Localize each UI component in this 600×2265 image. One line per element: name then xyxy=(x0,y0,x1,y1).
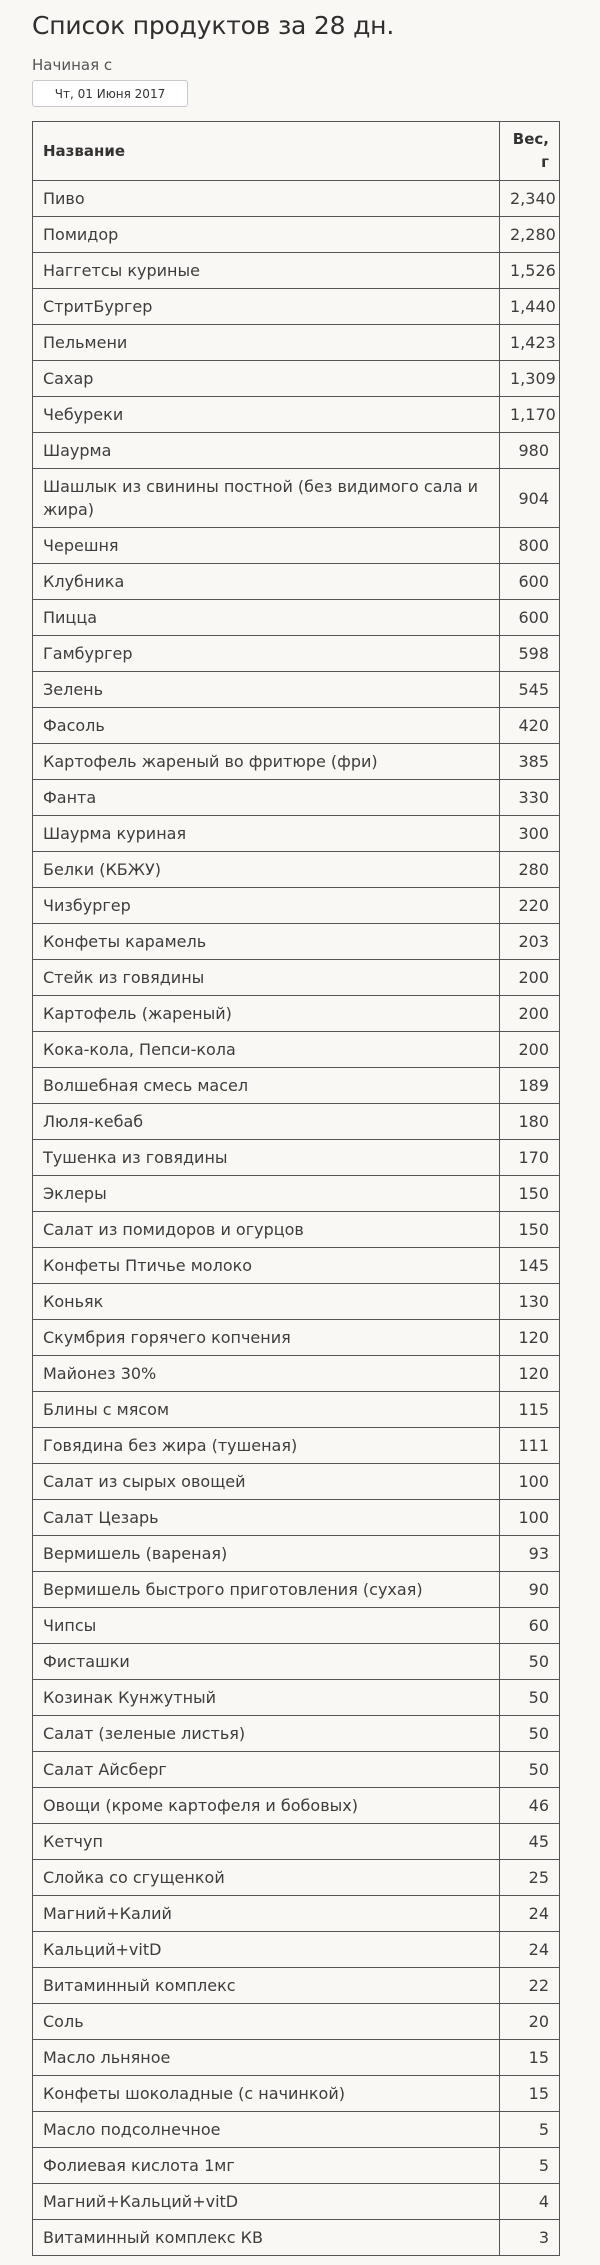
column-header-name: Название xyxy=(33,122,500,181)
product-weight-cell: 46 xyxy=(500,1788,560,1824)
table-row xyxy=(33,469,560,528)
product-weight-cell: 2,280 xyxy=(500,217,560,253)
table-row xyxy=(33,816,560,852)
product-weight-cell: 200 xyxy=(500,996,560,1032)
product-weight-cell: 170 xyxy=(500,1140,560,1176)
product-weight-cell: 598 xyxy=(500,636,560,672)
product-name-cell: Салат из сырых овощей xyxy=(33,1464,500,1500)
product-weight-cell: 50 xyxy=(500,1752,560,1788)
product-weight-cell: 130 xyxy=(500,1284,560,1320)
table-row xyxy=(33,2076,560,2112)
product-name-cell: Пицца xyxy=(33,600,500,636)
product-name-cell: Фолиевая кислота 1мг xyxy=(33,2148,500,2184)
table-row xyxy=(33,2040,560,2076)
start-date-picker[interactable]: Чт, 01 Июня 2017 xyxy=(32,80,188,107)
product-weight-cell: 60 xyxy=(500,1608,560,1644)
table-row xyxy=(33,2220,560,2256)
product-weight-cell: 2,340 xyxy=(500,181,560,217)
table-row xyxy=(33,1644,560,1680)
table-row xyxy=(33,996,560,1032)
product-name-cell: Картофель (жареный) xyxy=(33,996,500,1032)
product-name-cell: Клубника xyxy=(33,564,500,600)
product-name-cell: Блины с мясом xyxy=(33,1392,500,1428)
table-row xyxy=(33,1212,560,1248)
product-name-cell: Зелень xyxy=(33,672,500,708)
table-row xyxy=(33,1788,560,1824)
product-name-cell: Фисташки xyxy=(33,1644,500,1680)
table-row xyxy=(33,2184,560,2220)
table-row xyxy=(33,1248,560,1284)
product-weight-cell: 203 xyxy=(500,924,560,960)
product-name-cell: Масло льняное xyxy=(33,2040,500,2076)
product-name-cell: Эклеры xyxy=(33,1176,500,1212)
product-name-cell: Козинак Кунжутный xyxy=(33,1680,500,1716)
product-weight-cell: 1,440 xyxy=(500,289,560,325)
product-weight-cell: 25 xyxy=(500,1860,560,1896)
table-header-row xyxy=(33,122,560,181)
product-weight-cell: 145 xyxy=(500,1248,560,1284)
table-row xyxy=(33,325,560,361)
table-row xyxy=(33,1572,560,1608)
table-row xyxy=(33,564,560,600)
table-row xyxy=(33,1176,560,1212)
product-weight-cell: 45 xyxy=(500,1824,560,1860)
product-name-cell: Скумбрия горячего копчения xyxy=(33,1320,500,1356)
table-row xyxy=(33,1680,560,1716)
product-weight-cell: 50 xyxy=(500,1680,560,1716)
table-row xyxy=(33,217,560,253)
product-name-cell: Магний+Калий xyxy=(33,1896,500,1932)
product-name-cell: Салат Айсберг xyxy=(33,1752,500,1788)
table-row xyxy=(33,1140,560,1176)
product-name-cell: Майонез 30% xyxy=(33,1356,500,1392)
table-row xyxy=(33,1752,560,1788)
product-weight-cell: 50 xyxy=(500,1716,560,1752)
page-title: Список продуктов за 28 дн. xyxy=(32,11,395,40)
table-row xyxy=(33,1320,560,1356)
product-name-cell: Салат из помидоров и огурцов xyxy=(33,1212,500,1248)
table-row xyxy=(33,960,560,996)
table-row xyxy=(33,1860,560,1896)
product-name-cell: Овощи (кроме картофеля и бобовых) xyxy=(33,1788,500,1824)
product-weight-cell: 545 xyxy=(500,672,560,708)
product-name-cell: Салат Цезарь xyxy=(33,1500,500,1536)
product-name-cell: Чизбургер xyxy=(33,888,500,924)
product-weight-cell: 22 xyxy=(500,1968,560,2004)
product-weight-cell: 280 xyxy=(500,852,560,888)
product-name-cell: Магний+Кальций+vitD xyxy=(33,2184,500,2220)
column-header-weight: Вес, г xyxy=(500,122,560,181)
table-row xyxy=(33,1536,560,1572)
table-row xyxy=(33,600,560,636)
product-name-cell: Вермишель (вареная) xyxy=(33,1536,500,1572)
product-weight-cell: 150 xyxy=(500,1212,560,1248)
product-weight-cell: 1,423 xyxy=(500,325,560,361)
product-name-cell: Наггетсы куриные xyxy=(33,253,500,289)
product-weight-cell: 93 xyxy=(500,1536,560,1572)
product-name-cell: Белки (КБЖУ) xyxy=(33,852,500,888)
product-weight-cell: 115 xyxy=(500,1392,560,1428)
product-weight-cell: 200 xyxy=(500,1032,560,1068)
product-weight-cell: 50 xyxy=(500,1644,560,1680)
table-row xyxy=(33,1356,560,1392)
product-name-cell: Шашлык из свинины постной (без видимого сала и жира) xyxy=(33,469,500,528)
product-weight-cell: 980 xyxy=(500,433,560,469)
product-name-cell: Помидор xyxy=(33,217,500,253)
product-name-cell: Гамбургер xyxy=(33,636,500,672)
product-name-cell: Слойка со сгущенкой xyxy=(33,1860,500,1896)
table-row xyxy=(33,672,560,708)
product-name-cell: Коньяк xyxy=(33,1284,500,1320)
product-name-cell: Стейк из говядины xyxy=(33,960,500,996)
table-row xyxy=(33,433,560,469)
product-name-cell: Соль xyxy=(33,2004,500,2040)
product-weight-cell: 24 xyxy=(500,1896,560,1932)
table-row xyxy=(33,852,560,888)
product-name-cell: Вермишель быстрого приготовления (сухая) xyxy=(33,1572,500,1608)
product-weight-cell: 100 xyxy=(500,1500,560,1536)
product-name-cell: Чипсы xyxy=(33,1608,500,1644)
products-table xyxy=(32,121,560,2256)
table-row xyxy=(33,2004,560,2040)
product-weight-cell: 180 xyxy=(500,1104,560,1140)
table-row xyxy=(33,1068,560,1104)
table-row xyxy=(33,1104,560,1140)
product-name-cell: Фанта xyxy=(33,780,500,816)
table-row xyxy=(33,1824,560,1860)
table-row xyxy=(33,1500,560,1536)
product-weight-cell: 1,309 xyxy=(500,361,560,397)
product-weight-cell: 111 xyxy=(500,1428,560,1464)
table-row xyxy=(33,708,560,744)
table-row xyxy=(33,780,560,816)
product-weight-cell: 24 xyxy=(500,1932,560,1968)
product-weight-cell: 120 xyxy=(500,1356,560,1392)
product-name-cell: Шаурма куриная xyxy=(33,816,500,852)
table-row xyxy=(33,528,560,564)
table-row xyxy=(33,636,560,672)
table-row xyxy=(33,253,560,289)
product-name-cell: Шаурма xyxy=(33,433,500,469)
product-weight-cell: 385 xyxy=(500,744,560,780)
table-row xyxy=(33,888,560,924)
product-name-cell: Конфеты Птичье молоко xyxy=(33,1248,500,1284)
table-row xyxy=(33,1608,560,1644)
product-weight-cell: 15 xyxy=(500,2040,560,2076)
table-row xyxy=(33,2112,560,2148)
product-name-cell: Витаминный комплекс xyxy=(33,1968,500,2004)
table-row xyxy=(33,2148,560,2184)
product-name-cell: Фасоль xyxy=(33,708,500,744)
product-name-cell: Масло подсолнечное xyxy=(33,2112,500,2148)
product-name-cell: Пиво xyxy=(33,181,500,217)
table-row xyxy=(33,289,560,325)
product-weight-cell: 4 xyxy=(500,2184,560,2220)
table-row xyxy=(33,1392,560,1428)
table-row xyxy=(33,1464,560,1500)
product-name-cell: Говядина без жира (тушеная) xyxy=(33,1428,500,1464)
product-weight-cell: 15 xyxy=(500,2076,560,2112)
table-row xyxy=(33,361,560,397)
product-weight-cell: 330 xyxy=(500,780,560,816)
table-row xyxy=(33,397,560,433)
product-weight-cell: 1,526 xyxy=(500,253,560,289)
product-name-cell: Витаминный комплекс КВ xyxy=(33,2220,500,2256)
product-name-cell: Салат (зеленые листья) xyxy=(33,1716,500,1752)
product-weight-cell: 904 xyxy=(500,469,560,528)
product-name-cell: Пельмени xyxy=(33,325,500,361)
table-row xyxy=(33,1284,560,1320)
table-row xyxy=(33,924,560,960)
table-row xyxy=(33,1716,560,1752)
product-weight-cell: 600 xyxy=(500,564,560,600)
product-weight-cell: 90 xyxy=(500,1572,560,1608)
product-name-cell: Волшебная смесь масел xyxy=(33,1068,500,1104)
product-name-cell: Картофель жареный во фритюре (фри) xyxy=(33,744,500,780)
table-row xyxy=(33,1968,560,2004)
product-name-cell: Кока-кола, Пепси-кола xyxy=(33,1032,500,1068)
table-row xyxy=(33,1932,560,1968)
product-weight-cell: 5 xyxy=(500,2112,560,2148)
product-name-cell: Черешня xyxy=(33,528,500,564)
product-weight-cell: 600 xyxy=(500,600,560,636)
product-name-cell: Чебуреки xyxy=(33,397,500,433)
product-weight-cell: 3 xyxy=(500,2220,560,2256)
table-row xyxy=(33,744,560,780)
product-weight-cell: 220 xyxy=(500,888,560,924)
table-body xyxy=(33,181,560,2256)
product-name-cell: Тушенка из говядины xyxy=(33,1140,500,1176)
product-weight-cell: 5 xyxy=(500,2148,560,2184)
product-name-cell: Люля-кебаб xyxy=(33,1104,500,1140)
product-weight-cell: 200 xyxy=(500,960,560,996)
product-weight-cell: 120 xyxy=(500,1320,560,1356)
start-date-label: Начиная с xyxy=(32,56,113,74)
product-name-cell: Конфеты карамель xyxy=(33,924,500,960)
product-weight-cell: 100 xyxy=(500,1464,560,1500)
product-name-cell: Сахар xyxy=(33,361,500,397)
product-weight-cell: 1,170 xyxy=(500,397,560,433)
product-weight-cell: 300 xyxy=(500,816,560,852)
table-row xyxy=(33,1896,560,1932)
product-weight-cell: 420 xyxy=(500,708,560,744)
table-row xyxy=(33,1428,560,1464)
product-weight-cell: 189 xyxy=(500,1068,560,1104)
product-name-cell: Кетчуп xyxy=(33,1824,500,1860)
product-name-cell: Кальций+vitD xyxy=(33,1932,500,1968)
table-row xyxy=(33,1032,560,1068)
product-weight-cell: 800 xyxy=(500,528,560,564)
product-name-cell: Конфеты шоколадные (с начинкой) xyxy=(33,2076,500,2112)
product-weight-cell: 150 xyxy=(500,1176,560,1212)
table-row xyxy=(33,181,560,217)
product-name-cell: СтритБургер xyxy=(33,289,500,325)
product-weight-cell: 20 xyxy=(500,2004,560,2040)
